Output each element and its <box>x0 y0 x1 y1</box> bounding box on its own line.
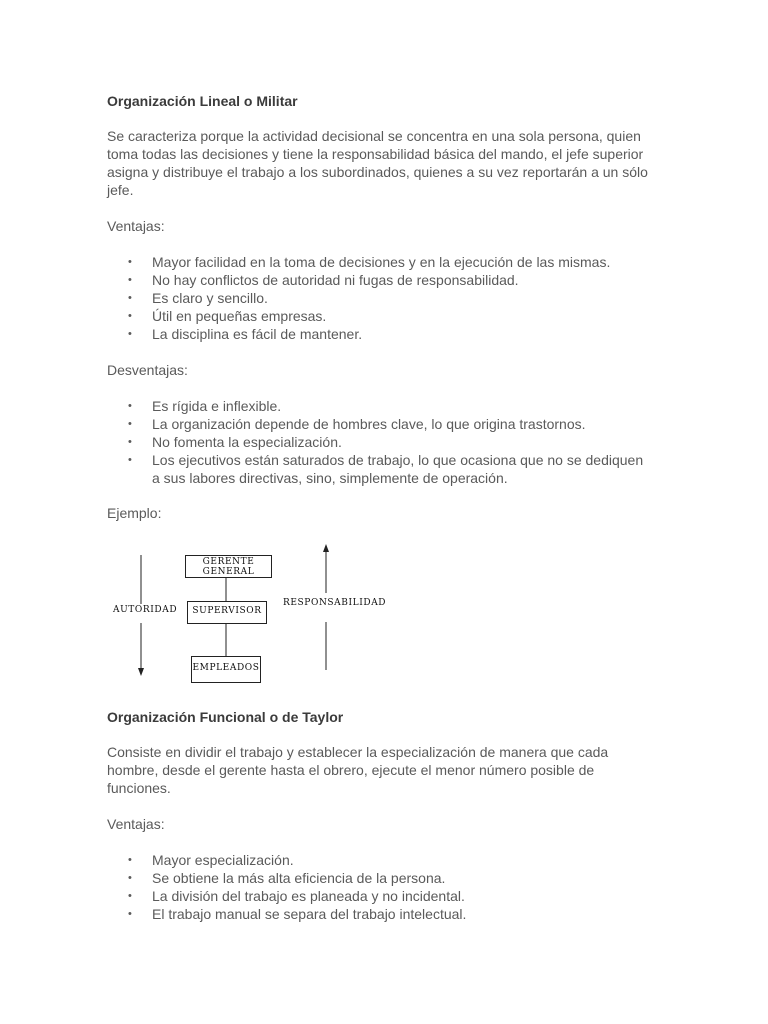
advantages-list-lineal <box>107 253 692 343</box>
list-item: • Mayor facilidad en la toma de decisiones y en la ejecución de las mismas. <box>107 253 692 271</box>
disadvantages-list-lineal <box>107 397 692 487</box>
section-title-lineal: Organización Lineal o Militar <box>107 93 298 109</box>
list-item: • La organización depende de hombres clave, lo que origina trastornos. <box>107 415 692 433</box>
advantages-label-funcional: Ventajas: <box>107 816 165 832</box>
responsibility-label: RESPONSABILIDAD <box>283 598 387 608</box>
authority-label: AUTORIDAD <box>113 605 178 615</box>
box-empleados: EMPLEADOS <box>191 656 261 683</box>
list-item: • Se obtiene la más alta eficiencia de la persona. <box>107 869 692 887</box>
section-title-funcional: Organización Funcional o de Taylor <box>107 709 344 725</box>
disadvantages-label-lineal: Desventajas: <box>107 362 188 378</box>
org-chart-diagram <box>100 540 400 690</box>
example-label: Ejemplo: <box>107 505 162 521</box>
list-item: • Los ejecutivos están saturados de trabajo, lo que ocasiona que no se dediquen a sus labores directivas, sino, simplemente de operación. <box>107 451 652 487</box>
section-description-funcional: Consiste en dividir el trabajo y establecer la especialización de manera que cada hombre, desde el gerente hasta el obrero, ejecute el menor número posible de funciones. <box>107 744 609 796</box>
list-item: • No hay conflictos de autoridad ni fugas de responsabilidad. <box>107 271 692 289</box>
box-gerente-general: GERENTE GENERAL <box>185 555 272 578</box>
list-item: • El trabajo manual se separa del trabajo intelectual. <box>107 905 692 923</box>
list-item: • Útil en pequeñas empresas. <box>107 307 692 325</box>
authority-arrowhead <box>138 668 144 676</box>
advantages-list-funcional <box>107 851 692 923</box>
advantages-label-lineal: Ventajas: <box>107 218 165 234</box>
box-supervisor: SUPERVISOR <box>187 601 267 624</box>
list-item: • No fomenta la especialización. <box>107 433 692 451</box>
list-item: • Es claro y sencillo. <box>107 289 692 307</box>
responsibility-arrowhead <box>323 544 329 552</box>
list-item: • La división del trabajo es planeada y no incidental. <box>107 887 692 905</box>
list-item: • Es rígida e inflexible. <box>107 397 692 415</box>
list-item: • Mayor especialización. <box>107 851 692 869</box>
section-description-lineal: Se caracteriza porque la actividad decisional se concentra en una sola persona, quien toma todas las decisiones y tiene la responsabilidad básica del mando, el jefe superior asigna y distribuye el trabajo a los subordinados, quienes a su vez reportarán a un sólo jefe. <box>107 128 648 198</box>
list-item: • La disciplina es fácil de mantener. <box>107 325 692 343</box>
